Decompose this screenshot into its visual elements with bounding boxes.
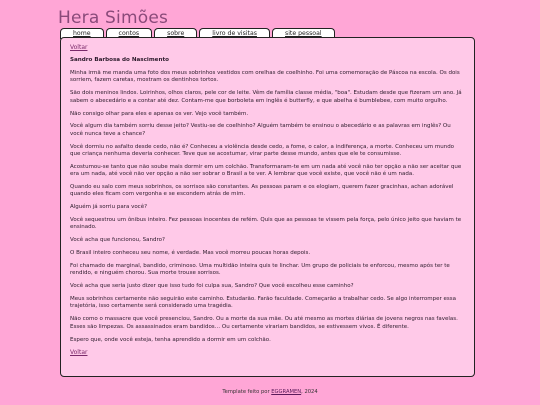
story-paragraph: Minha irmã me manda uma foto dos meus sobrinhos vestidos com orelhas de coelhinho. Foi uma comemoração de Páscoa na escola. Os dois sorriem, fazem caretas, mostram os dentinhos tortos. <box>70 70 460 84</box>
nav-tab-contos[interactable]: contos <box>106 28 153 39</box>
story-paragraph: Não como o massacre que você presenciou, Sandro. Ou a morte da sua mãe. Ou até mesmo as mortes diárias de jovens negros nas favelas. Esses são limpezas. Os assassinados eram bandidos… Ou certamente virariam bandidos, se estivessem vivos. É diferente. <box>70 316 458 330</box>
story-paragraph: O Brasil inteiro conheceu seu nome, é verdade. Mas você morreu poucas horas depois. <box>70 250 311 257</box>
story-paragraph: Meus sobrinhos certamente não seguirão este caminho. Estudarão. Farão faculdade. Começarão a trabalhar cedo. Se algo interromper essa trajetória, isso certamente será considerado uma tragédia. <box>70 296 457 310</box>
footer-year: , 2024 <box>301 389 318 395</box>
nav-tab-sobre[interactable]: sobre <box>154 28 197 39</box>
back-link-top[interactable]: Voltar <box>70 44 88 51</box>
footer <box>0 389 540 395</box>
story-paragraph: Não consigo olhar para eles e apenas os ver. Vejo você também. <box>70 110 249 117</box>
nav-tab-site-pessoal[interactable]: site pessoal <box>272 28 335 39</box>
story-paragraph: Quando eu salo com meus sobrinhos, os sorrisos são constantes. As pessoas param e os elogiam, querem fazer gracinhas, achan adorável quando eles ficam com vergonha e se escondem atrás de mim. <box>70 184 454 198</box>
nav-tab-home[interactable]: home <box>60 28 104 39</box>
story-paragraph: Você sequestrou um ônibus inteiro. Fez pessoas inocentes de refém. Quis que as pessoas te vissem pela força, pelo único jeito que haviam te ensinado. <box>70 217 462 231</box>
footer-text: Template feito por <box>222 389 270 395</box>
story-paragraph: Alguém já sorriu para você? <box>70 204 148 211</box>
footer-author-link[interactable]: EGGRAMEN <box>271 389 302 395</box>
story-paragraph: Foi chamado de marginal, bandido, criminoso. Uma multidão inteira quis te linchar. Um grupo de policiais te enforcou, mesmo após ter te rendido, e ninguém chorou. Sua morte trouxe sorrisos. <box>70 263 450 277</box>
story-paragraph: Espero que, onde você esteja, tenha aprendido a dormir em um colchão. <box>70 336 271 343</box>
site-title: Hera Simões <box>58 8 169 28</box>
nav-tab-livro-de-visitas[interactable]: livro de visitas <box>199 28 270 39</box>
story-paragraph: Você algum dia também sorriu desse jeito? Vestiu-se de coelhinho? Alguém também te ensinou o abecedário e as palavras em inglês? Ou você nunca teve a chance? <box>70 123 451 137</box>
story-paragraph: Você acha que funcionou, Sandro? <box>70 237 165 244</box>
story-paragraph: São dois meninos lindos. Loirinhos, olhos claros, pele cor de leite. Vêm de família classe média, "boa". Estudam desde que fizeram um ano. Já sabem o abecedário e a contar até dez. Contam-me que borboleta em inglês é butterfly, e que abelha é bumblebee, com muito orgulho. <box>70 90 462 104</box>
back-link-bottom[interactable]: Voltar <box>70 349 88 357</box>
story-paragraph: Acostumou-se tanto que não soube mais dormir em um colchão. Transformaram-te em um nada até você não ter opção a não ser aceitar que era um nada, até você não ver opção a não ser sobrar o Brasil a te ver. A lembrar que você existe, que você não é um nada. <box>70 163 462 178</box>
story-panel <box>60 37 475 377</box>
story-title: Sandro Barbosa do Nascimento <box>70 57 169 64</box>
story-paragraph: Você dormiu no asfalto desde cedo, não é? Conheceu a violência desde cedo, a fome, o calor, a indiferença, a morte. Conheceu um mundo que criança nenhuma deveria conhecer. Teve que se acostumar, virar parte desse mundo, antes que ele te consumisse. <box>70 143 455 157</box>
story-paragraph: Você acha que seria justo dizer que isso tudo foi culpa sua, Sandro? Que você escolheu esse caminho? <box>70 283 354 290</box>
